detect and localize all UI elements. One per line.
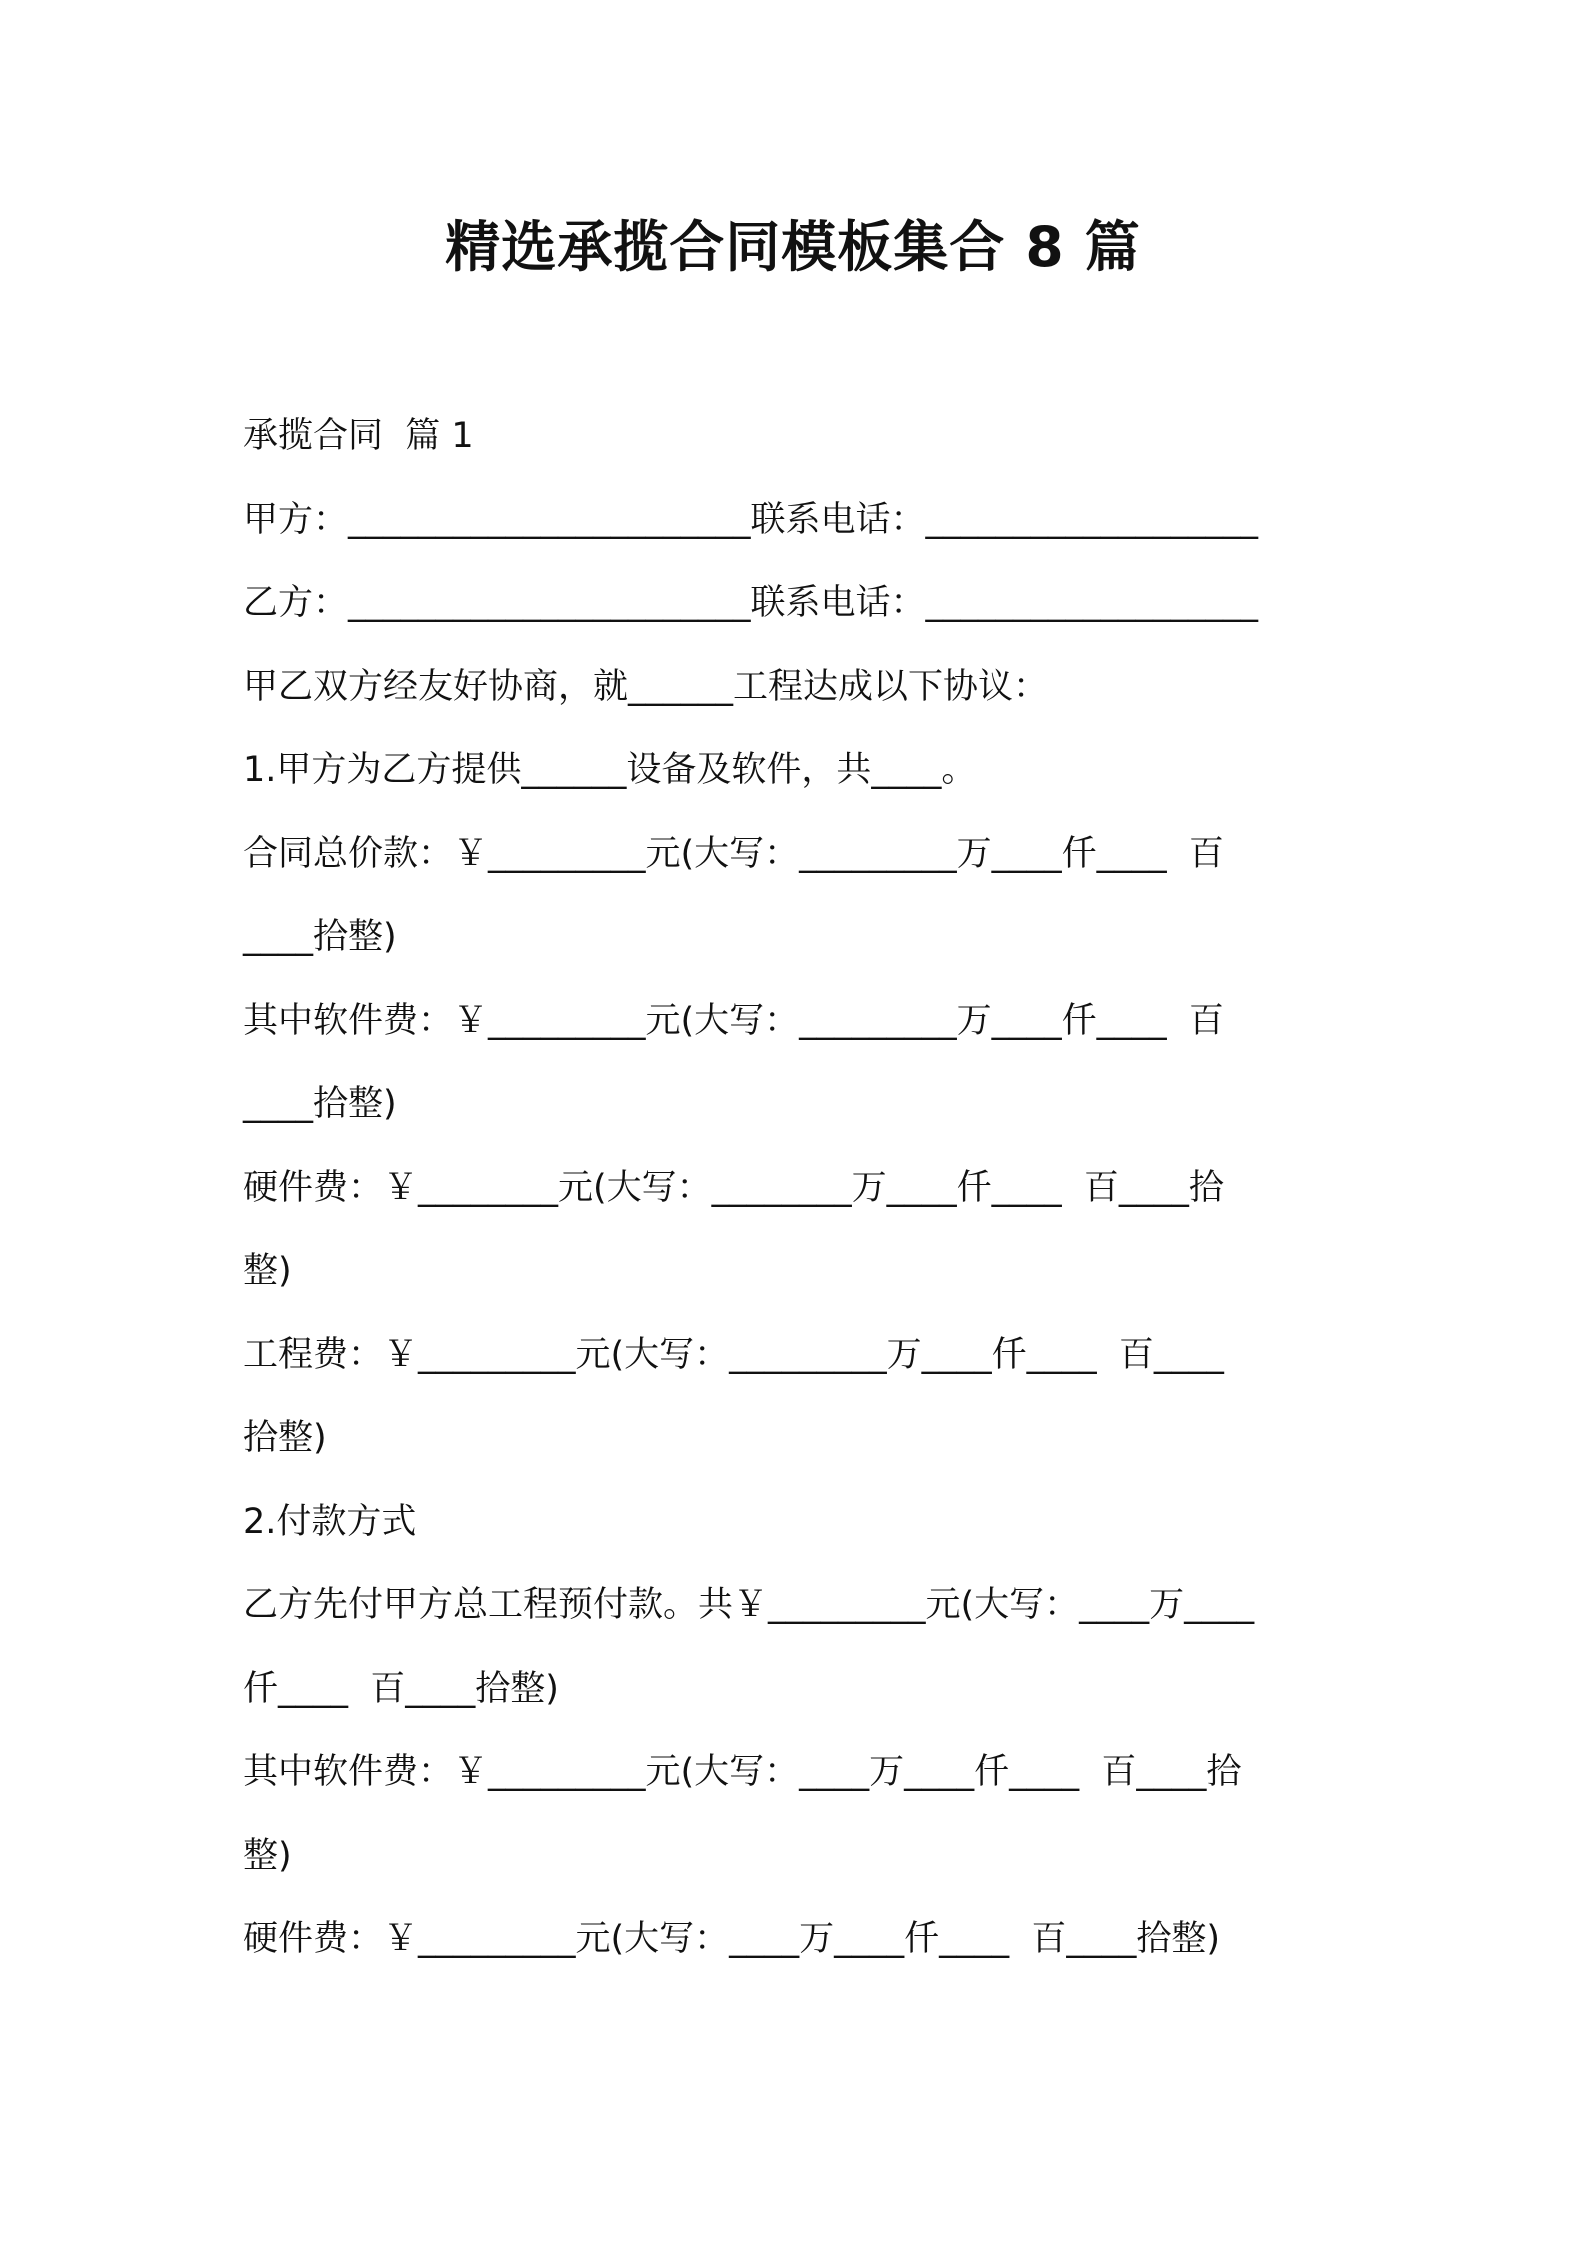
hardware-fee-line-cont: 整): [243, 1251, 292, 1291]
section-heading: 承揽合同 篇 1: [243, 416, 474, 456]
prepay-hardware-fee-line: 硬件费：￥_________元(大写：____万____仟____ 百____拾整): [243, 1919, 1221, 1959]
document-body: [243, 408, 1363, 1995]
party-b-line: 乙方：_______________________联系电话：___________________: [243, 583, 1259, 623]
document-title: 精选承揽合同模板集合 8 篇: [445, 215, 1141, 279]
agreement-intro: 甲乙双方经友好协商，就______工程达成以下协议：: [243, 666, 1049, 707]
clause-2-heading: 2.付款方式: [243, 1501, 417, 1542]
prepayment-line: 乙方先付甲方总工程预付款。共￥_________元(大写：____万____: [243, 1585, 1255, 1625]
total-price-line-cont: ____拾整): [243, 917, 397, 957]
prepay-software-fee-line: 其中软件费：￥_________元(大写：____万____仟____ 百____拾: [243, 1752, 1242, 1792]
prepay-software-fee-line-cont: 整): [243, 1835, 292, 1876]
engineering-fee-line-cont: 拾整): [243, 1418, 327, 1458]
software-fee-line: 其中软件费：￥_________元(大写：_________万____仟____ 百: [243, 1000, 1224, 1041]
engineering-fee-line: 工程费：￥_________元(大写：_________万____仟____ 百____: [243, 1334, 1224, 1375]
software-fee-line-cont: ____拾整): [243, 1084, 397, 1124]
prepayment-line-cont: 仟____ 百____拾整): [243, 1668, 559, 1709]
total-price-line: 合同总价款：￥_________元(大写：_________万____仟____ 百: [243, 833, 1224, 874]
clause-1: 1.甲方为乙方提供______设备及软件，共____。: [243, 750, 977, 790]
party-a-line: 甲方：_______________________联系电话：___________________: [243, 499, 1259, 540]
hardware-fee-line: 硬件费：￥________元(大写：________万____仟____ 百____拾: [243, 1167, 1224, 1208]
